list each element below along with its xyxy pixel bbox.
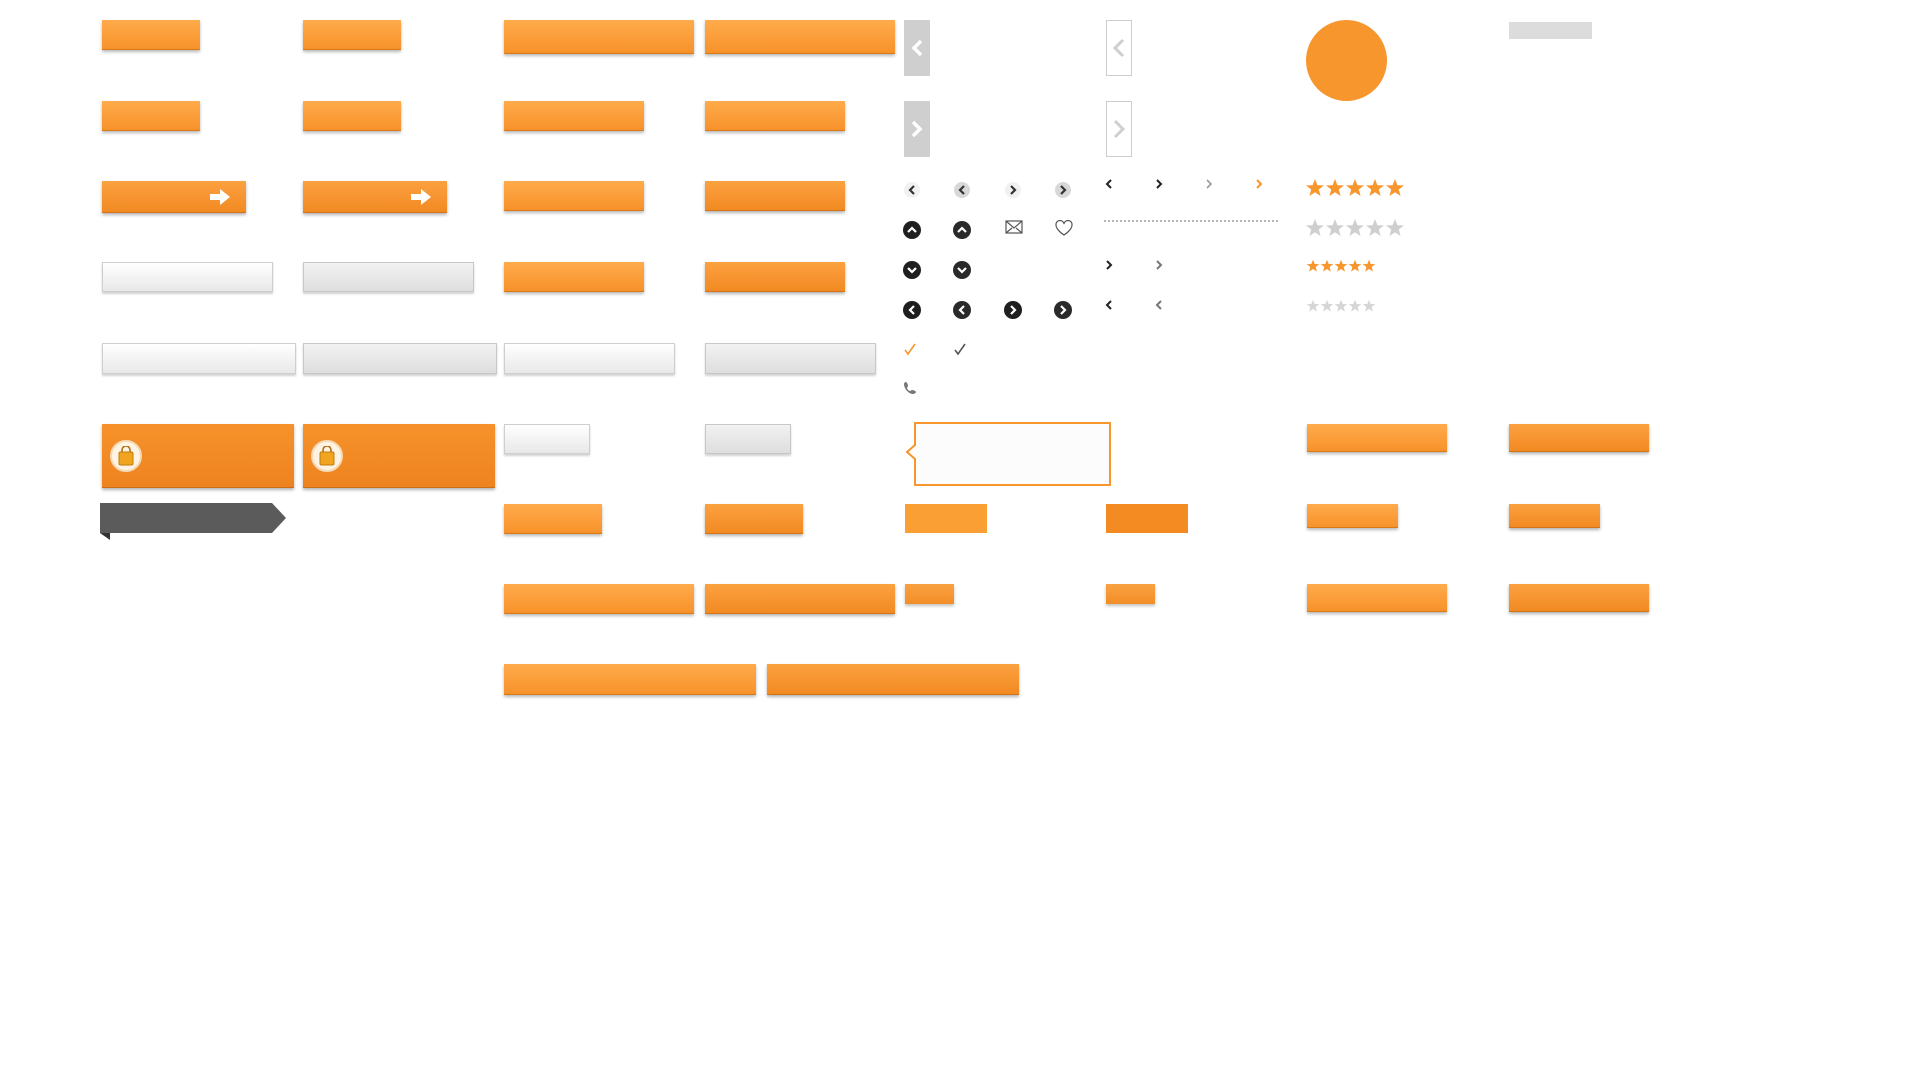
orange-button[interactable]: [102, 20, 200, 50]
flat-orange-button[interactable]: [1106, 504, 1188, 533]
star-icon: [1305, 218, 1405, 238]
orange-extra-wide-button[interactable]: [504, 664, 756, 695]
grey-wide-button[interactable]: [303, 343, 497, 374]
orange-button[interactable]: [303, 101, 401, 131]
grey-button[interactable]: [705, 343, 876, 374]
arrow-right-icon: [210, 189, 230, 205]
check-icon: [953, 342, 967, 356]
orange-button[interactable]: [504, 101, 644, 131]
slider-prev-tab-outline[interactable]: [1106, 20, 1132, 76]
add-to-cart-button[interactable]: [102, 424, 294, 488]
orange-wide-button[interactable]: [504, 20, 694, 54]
phone-icon: [903, 381, 917, 395]
rating-stars-large-filled[interactable]: [1305, 178, 1405, 203]
chevron-left-icon: [1112, 38, 1126, 58]
rating-stars-large-empty[interactable]: [1305, 218, 1405, 243]
next-arrow-button[interactable]: [102, 181, 246, 213]
chevron-left-icon[interactable]: [903, 301, 921, 319]
orange-button[interactable]: [1307, 584, 1447, 612]
orange-button[interactable]: [705, 262, 845, 292]
chevron-left-icon[interactable]: [1104, 178, 1114, 190]
orange-button[interactable]: [1509, 584, 1649, 612]
orange-button[interactable]: [1307, 424, 1447, 452]
orange-button[interactable]: [303, 20, 401, 50]
heart-icon[interactable]: [1055, 220, 1073, 236]
slider-next-tab-outline[interactable]: [1106, 101, 1132, 157]
chevron-right-icon[interactable]: [1154, 178, 1164, 190]
chevron-right-icon[interactable]: [1104, 259, 1114, 271]
orange-mini-button[interactable]: [1106, 584, 1155, 604]
chevron-right-icon[interactable]: [1254, 178, 1264, 190]
star-icon: [1305, 178, 1405, 198]
arrow-right-icon: [411, 189, 431, 205]
star-icon: [1305, 299, 1377, 313]
chevron-right-icon: [1112, 119, 1126, 139]
slider-prev-tab[interactable]: [904, 20, 930, 76]
chevron-right-icon[interactable]: [1204, 178, 1214, 190]
check-icon: [903, 342, 917, 356]
chevron-left-icon[interactable]: [1154, 299, 1164, 311]
orange-button[interactable]: [705, 181, 845, 211]
shopping-bag-icon: [118, 446, 134, 466]
white-button[interactable]: [504, 343, 675, 374]
orange-wide-button[interactable]: [705, 20, 895, 54]
dotted-divider: [1104, 219, 1280, 223]
chevron-right-icon[interactable]: [1054, 181, 1072, 199]
grey-button[interactable]: [303, 262, 474, 292]
cart-icon-circle: [311, 440, 343, 472]
orange-button[interactable]: [504, 504, 602, 534]
orange-button[interactable]: [705, 504, 803, 534]
chevron-up-icon[interactable]: [953, 221, 971, 239]
white-button[interactable]: [102, 262, 273, 292]
add-to-cart-button[interactable]: [303, 424, 495, 488]
white-wide-button[interactable]: [102, 343, 296, 374]
flat-orange-button[interactable]: [905, 504, 987, 533]
chevron-right-icon: [911, 120, 923, 138]
chevron-right-icon[interactable]: [1004, 181, 1022, 199]
grey-small-button[interactable]: [705, 424, 791, 454]
white-small-button[interactable]: [504, 424, 590, 454]
dark-ribbon-banner: [100, 503, 286, 540]
shopping-bag-icon: [319, 446, 335, 466]
grey-placeholder-bar: [1509, 22, 1592, 39]
orange-wide-button[interactable]: [705, 584, 895, 614]
next-arrow-button[interactable]: [303, 181, 447, 213]
orange-button[interactable]: [1509, 424, 1649, 452]
chevron-right-icon[interactable]: [1054, 301, 1072, 319]
chevron-left-icon[interactable]: [953, 181, 971, 199]
orange-extra-wide-button[interactable]: [767, 664, 1019, 695]
orange-button[interactable]: [504, 181, 644, 211]
rating-stars-small-filled[interactable]: [1305, 259, 1377, 278]
orange-circle-badge: [1306, 20, 1387, 101]
orange-button[interactable]: [102, 101, 200, 131]
tooltip-box: [903, 421, 1113, 487]
chevron-left-icon[interactable]: [903, 181, 921, 199]
orange-small-button[interactable]: [1307, 504, 1398, 528]
chevron-right-icon[interactable]: [1154, 259, 1164, 271]
chevron-left-icon[interactable]: [953, 301, 971, 319]
chevron-left-icon[interactable]: [1104, 299, 1114, 311]
mail-icon[interactable]: [1005, 220, 1023, 234]
chevron-down-icon[interactable]: [903, 261, 921, 279]
chevron-up-icon[interactable]: [903, 221, 921, 239]
slider-next-tab[interactable]: [904, 101, 930, 157]
orange-button[interactable]: [705, 101, 845, 131]
orange-small-button[interactable]: [1509, 504, 1600, 528]
rating-stars-small-empty[interactable]: [1305, 299, 1377, 318]
star-icon: [1305, 259, 1377, 273]
orange-wide-button[interactable]: [504, 584, 694, 614]
chevron-left-icon: [911, 39, 923, 57]
chevron-right-icon[interactable]: [1004, 301, 1022, 319]
orange-mini-button[interactable]: [905, 584, 954, 604]
cart-icon-circle: [110, 440, 142, 472]
orange-button[interactable]: [504, 262, 644, 292]
chevron-down-icon[interactable]: [953, 261, 971, 279]
